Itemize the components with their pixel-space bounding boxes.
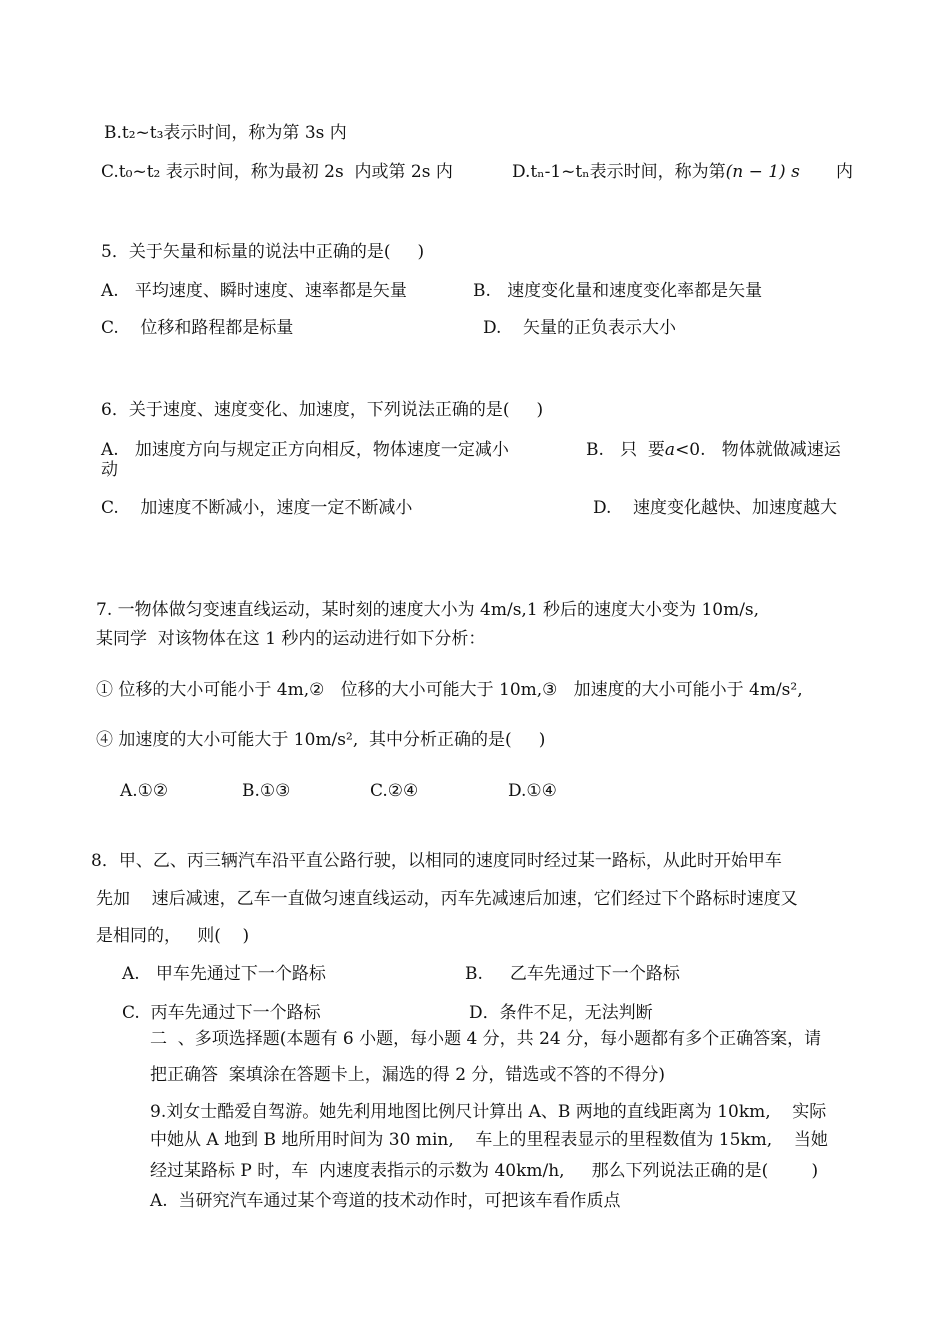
q4-option-c: C.t₀~t₂ 表示时间，称为最初 2s 内或第 2s 内 [101, 162, 453, 182]
q7-stem-line-1: 7. 一物体做匀变速直线运动，某时刻的速度大小为 4m/s,1 秒后的速度大小变为 10m/s, [96, 600, 760, 620]
q8-option-c: C. 丙车先通过下一个路标 [122, 1003, 321, 1023]
q6-option-d: D. 速度变化越快、加速度越大 [593, 498, 838, 518]
q5-stem: 5．关于矢量和标量的说法中正确的是( ) [101, 242, 425, 262]
q5-option-c: C. 位移和路程都是标量 [101, 318, 294, 338]
q8-stem-line-1: 8．甲、乙、丙三辆汽车沿平直公路行驶，以相同的速度同时经过某一路标，从此时开始甲车 [91, 851, 782, 871]
q6-option-c: C. 加速度不断减小，速度一定不断减小 [101, 498, 413, 518]
q6-option-b [586, 439, 841, 461]
q7-option-c: C.②④ [370, 781, 419, 801]
section-2-heading-line-2: 把正确答 案填涂在答题卡上，漏选的得 2 分，错选或不答的不得分) [150, 1065, 666, 1085]
q6-option-b-math: a [664, 440, 676, 460]
q6-stem: 6．关于速度、速度变化、加速度，下列说法正确的是( ) [101, 400, 544, 420]
q5-option-a: A. 平均速度、瞬时速度、速率都是矢量 [101, 281, 407, 301]
q9-stem-line-2: 中她从 A 地到 B 地所用时间为 30 min, 车上的里程表显示的里程数值为 15km, 当她 [150, 1130, 828, 1150]
q7-items-line-1: ① 位移的大小可能小于 4m,② 位移的大小可能大于 10m,③ 加速度的大小可能小于 4m/s², [96, 680, 803, 700]
q4-option-d-text: D.tₙ-1~tₙ表示时间，称为第 [512, 162, 726, 182]
q7-items-line-2: ④ 加速度的大小可能大于 10m/s², 其中分析正确的是( ) [96, 730, 546, 750]
q8-stem-line-3: 是相同的， 则( ) [96, 926, 250, 946]
q8-stem-line-2: 先加 速后减速，乙车一直做匀速直线运动，丙车先减速后加速，它们经过下个路标时速度又 [96, 889, 798, 909]
q8-option-d: D．条件不足，无法判断 [469, 1003, 653, 1023]
q8-option-b: B. 乙车先通过下一个路标 [465, 964, 680, 984]
q5-option-d: D. 矢量的正负表示大小 [483, 318, 677, 338]
q7-option-a: A.①② [120, 781, 169, 801]
q6-option-b-text: B. 只 要 [586, 440, 665, 460]
q8-option-a: A. 甲车先通过下一个路标 [122, 964, 326, 984]
q7-option-b: B.①③ [242, 781, 291, 801]
q4-option-d [512, 161, 800, 183]
q4-option-d-suffix: 内 [836, 162, 853, 182]
q6-option-b-wrap: 动 [101, 460, 118, 480]
section-2-heading-line-1: 二 、多项选择题(本题有 6 小题，每小题 4 分，共 24 分，每小题都有多个正确答案，请 [150, 1029, 822, 1049]
q7-option-d: D.①④ [508, 781, 557, 801]
q9-stem-line-3: 经过某路标 P 时，车 内速度表指示的示数为 40km/h, 那么下列说法正确的是( ) [150, 1161, 819, 1181]
q5-option-b: B. 速度变化量和速度变化率都是矢量 [473, 281, 763, 301]
q7-stem-line-2: 某同学 对该物体在这 1 秒内的运动进行如下分析： [96, 629, 486, 649]
q9-stem-line-1: 9.刘女士酷爱自驾游。她先利用地图比例尺计算出 A、B 两地的直线距离为 10km, 实际 [150, 1102, 827, 1122]
q4-option-b: B.t₂~t₃表示时间，称为第 3s 内 [104, 123, 347, 143]
q6-option-b-rest: <0. 物体就做减速运 [675, 440, 841, 460]
q6-option-a: A. 加速度方向与规定正方向相反，物体速度一定减小 [101, 440, 509, 460]
q9-option-a: A. 当研究汽车通过某个弯道的技术动作时，可把该车看作质点 [150, 1191, 621, 1211]
q4-option-d-math: (n − 1) s [725, 162, 800, 182]
